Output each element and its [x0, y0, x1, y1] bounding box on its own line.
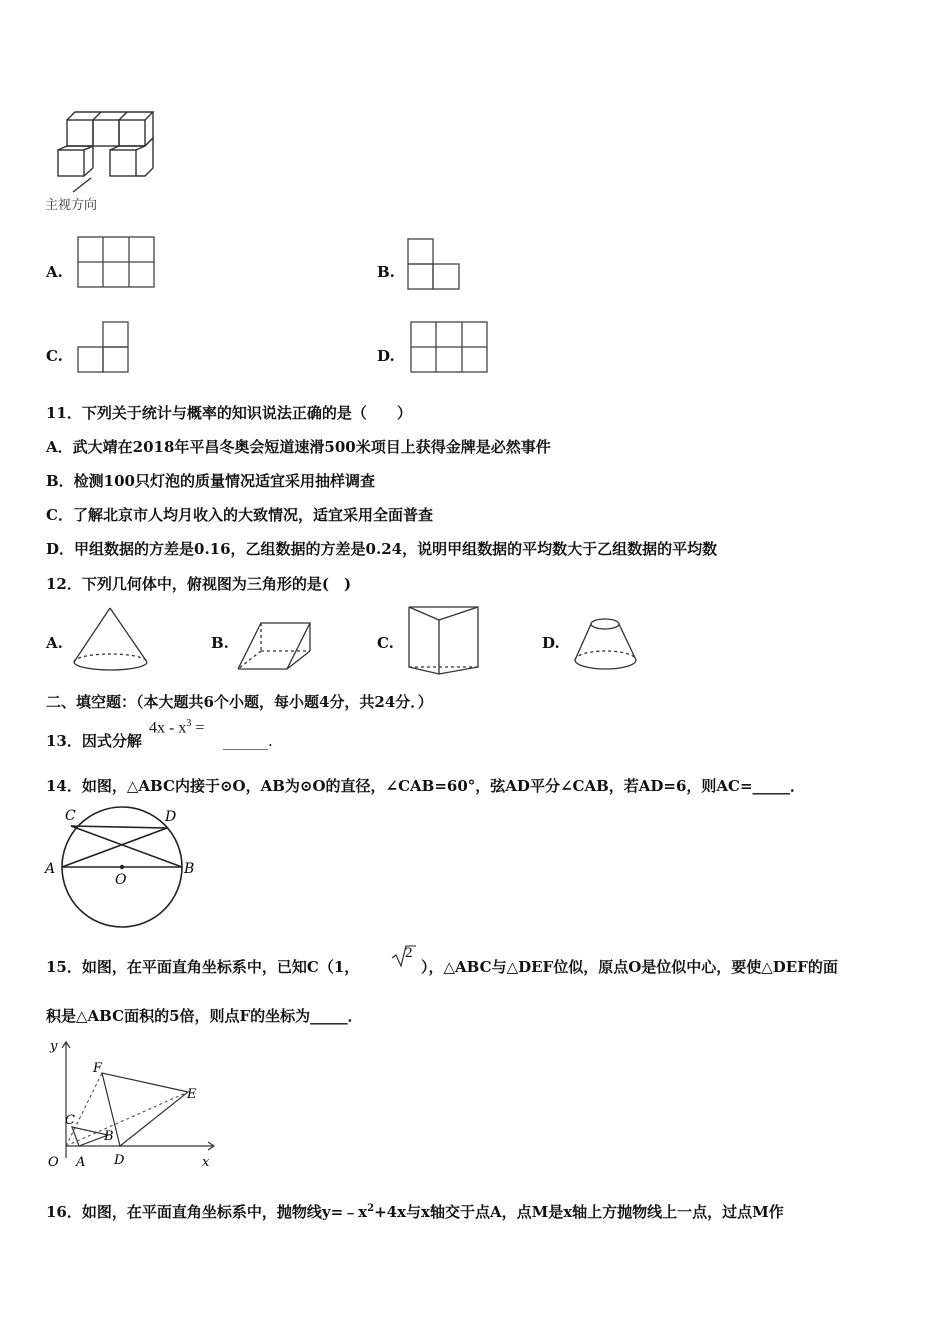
q12-option-d-label: D. [542, 634, 560, 652]
q15-label-a: A [76, 1155, 86, 1170]
view-direction-caption: 主视方向 [45, 198, 98, 213]
q13-expression [149, 718, 204, 737]
q16-stem-exponent: 2 [367, 1203, 375, 1214]
q14-stem: 14．如图，△ABC内接于⊙O，AB为⊙O的直径，∠CAB=60°，弦AD平分∠CAB，若AD=6，则AC=_____． [46, 777, 806, 795]
q14-label-c: C [65, 808, 76, 824]
q15-label-d: D [114, 1153, 125, 1168]
q13-expr-4x: 4x [149, 719, 165, 737]
q15-label-e: E [187, 1087, 197, 1102]
q15-stem-part2: ），△ABC与△DEF位似，原点O是位似中心，要使△DEF的面 [421, 958, 838, 976]
q15-label-x: x [202, 1155, 210, 1170]
q14-label-o: O [115, 872, 127, 888]
q12-stem: 12．下列几何体中，俯视图为三角形的是( ) [46, 575, 352, 593]
q15-label-y: y [50, 1039, 58, 1054]
q16-stem-part1: 16．如图，在平面直角坐标系中，抛物线y=﹣x [46, 1203, 368, 1221]
q10-option-a-label: A. [46, 263, 63, 281]
q15-label-b: B [104, 1129, 114, 1144]
q15-label-c: C [65, 1113, 75, 1128]
q10-option-b-figure [407, 238, 463, 292]
q12-frustum-figure [572, 614, 642, 674]
q12-prism-figure [236, 619, 316, 673]
q15-stem-part1: 15．如图，在平面直角坐标系中，已知C（1， [46, 958, 360, 976]
q15-label-o: O [48, 1155, 59, 1170]
q13-blank: ______. [223, 732, 273, 750]
q14-label-a: A [45, 861, 56, 877]
q16-stem [46, 1199, 784, 1222]
q15-stem-line2: 积是△ABC面积的5倍，则点F的坐标为_____． [46, 1007, 363, 1025]
q10-option-a-figure [77, 236, 157, 290]
q10-option-d-figure [410, 321, 490, 375]
q12-option-b-label: B. [211, 634, 229, 652]
q13-stem: 13．因式分解 [46, 732, 142, 750]
q12-option-a-label: A. [46, 634, 63, 652]
q11-stem: 11．下列关于统计与概率的知识说法正确的是（ ） [46, 404, 412, 422]
q14-label-d: D [165, 809, 177, 825]
q13-expr-x: x [178, 719, 187, 737]
q13-expr-exponent: 3 [186, 718, 192, 729]
q10-option-b-label: B. [377, 263, 395, 281]
q11-option-b: B．检测100只灯泡的质量情况适宜采用抽样调查 [46, 472, 375, 490]
q13-expr-minus: - [169, 719, 175, 737]
q15-sqrt-value: 2 [405, 945, 413, 961]
q11-option-d: D．甲组数据的方差是0.16，乙组数据的方差是0.24，说明甲组数据的平均数大于乙组数据的平均数 [46, 540, 718, 558]
q14-label-b: B [184, 861, 195, 877]
q11-option-c: C．了解北京市人均月收入的大致情况，适宜采用全面普查 [46, 506, 433, 524]
q12-triangular-prism-figure [406, 604, 482, 678]
q15-coordinate-figure [42, 1036, 222, 1176]
q11-option-a: A．武大靖在2018年平昌冬奥会短道速滑500米项目上获得金牌是必然事件 [46, 438, 551, 456]
q14-circle-figure [44, 806, 204, 936]
q16-stem-part2: +4x与x轴交于点A，点M是x轴上方抛物线上一点，过点M作 [374, 1203, 784, 1221]
q12-cone-figure [72, 606, 152, 674]
q15-label-f: F [93, 1061, 103, 1076]
q10-option-c-label: C. [46, 347, 63, 365]
q12-option-c-label: C. [377, 634, 394, 652]
q10-option-d-label: D. [377, 347, 395, 365]
q13-expr-equals: = [195, 719, 205, 737]
section-2-heading: 二、填空题：（本大题共6个小题，每小题4分，共24分．） [46, 693, 433, 711]
q10-option-c-figure [77, 321, 133, 375]
q10-cube-figure [48, 108, 158, 188]
